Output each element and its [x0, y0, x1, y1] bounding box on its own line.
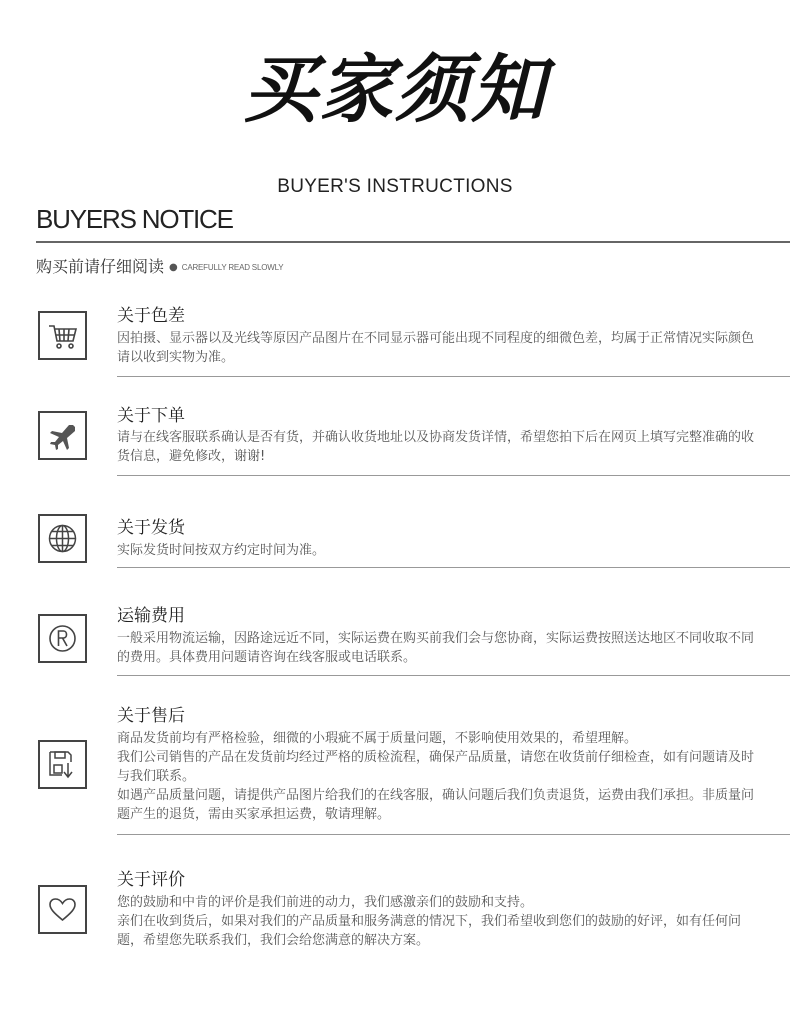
icon-frame [38, 885, 87, 934]
read-carefully-en: CAREFULLY READ SLOWLY [181, 263, 284, 272]
registered-icon [46, 622, 79, 655]
icon-frame [38, 411, 87, 460]
section-divider [117, 834, 790, 835]
heart-icon [46, 893, 79, 926]
section-paragraph: 亲们在收到货后，如果对我们的产品质量和服务满意的情况下，我们希望收到您们的鼓励的好评，如有任何问题，希望您先联系我们，我们会给您满意的解决方案。 [117, 914, 742, 948]
section-title: 关于评价 [117, 870, 185, 890]
section-paragraph: 我们公司销售的产品在发货前均经过严格的质检流程，确保产品质量，请您在收货前仔细检查，如有问题请及时与我们联系。 [117, 750, 755, 784]
section-divider [117, 475, 790, 476]
section-paragraph: 您的鼓励和中肯的评价是我们前进的动力，我们感激亲们的鼓励和支持。 [117, 895, 534, 910]
shopping-cart-icon [46, 319, 79, 352]
section-divider [117, 376, 790, 377]
section-body [117, 541, 757, 560]
icon-frame [38, 311, 87, 360]
section-title: 运输费用 [117, 606, 185, 626]
bullet-dot-icon: ● [169, 262, 178, 273]
notice-heading: BUYERS NOTICE [36, 204, 233, 234]
section-paragraph: 一般采用物流运输，因路途远近不同，实际运费在购买前我们会与您协商，实际运费按照送达地区不同收取不同的费用。具体费用问题请咨询在线客服或电话联系。 [117, 631, 755, 665]
section-paragraph: 商品发货前均有严格检验，细微的小瑕疵不属于质量问题，不影响使用效果的，希望理解。 [117, 731, 638, 746]
icon-frame [38, 514, 87, 563]
section-body [117, 428, 757, 466]
section-body [117, 893, 757, 950]
section-divider [117, 675, 790, 676]
section-paragraph: 因拍摄、显示器以及光线等原因产品图片在不同显示器可能出现不同程度的细微色差，均属于正常情况实际颜色请以收到实物为准。 [117, 331, 755, 365]
notice-divider [36, 241, 790, 243]
section-paragraph: 如遇产品质量问题，请提供产品图片给我们的在线客服，确认问题后我们负责退货，运费由我们承担。非质量问题产生的退货，需由买家承担运费，敬请理解。 [117, 788, 755, 822]
icon-frame [38, 740, 87, 789]
section-title: 关于发货 [117, 518, 185, 538]
section-divider [117, 567, 790, 568]
page-subtitle: BUYER'S INSTRUCTIONS [277, 176, 513, 197]
section-body [117, 729, 757, 824]
airplane-icon [46, 419, 79, 452]
section-title: 关于下单 [117, 406, 185, 426]
save-download-icon [46, 748, 79, 781]
section-paragraph: 请与在线客服联系确认是否有货，并确认收货地址以及协商发货详情，希望您拍下后在网页上填写完整准确的收货信息，避免修改，谢谢! [117, 430, 755, 464]
section-title: 关于色差 [117, 306, 185, 326]
read-carefully-line [36, 254, 283, 277]
section-title: 关于售后 [117, 706, 185, 726]
read-carefully-cn: 购买前请仔细阅读 [36, 257, 165, 276]
page-title: 买家须知 [243, 47, 547, 133]
section-body [117, 629, 757, 667]
icon-frame [38, 614, 87, 663]
section-paragraph: 实际发货时间按双方约定时间为准。 [117, 543, 326, 558]
section-body [117, 329, 757, 367]
globe-icon [46, 522, 79, 555]
